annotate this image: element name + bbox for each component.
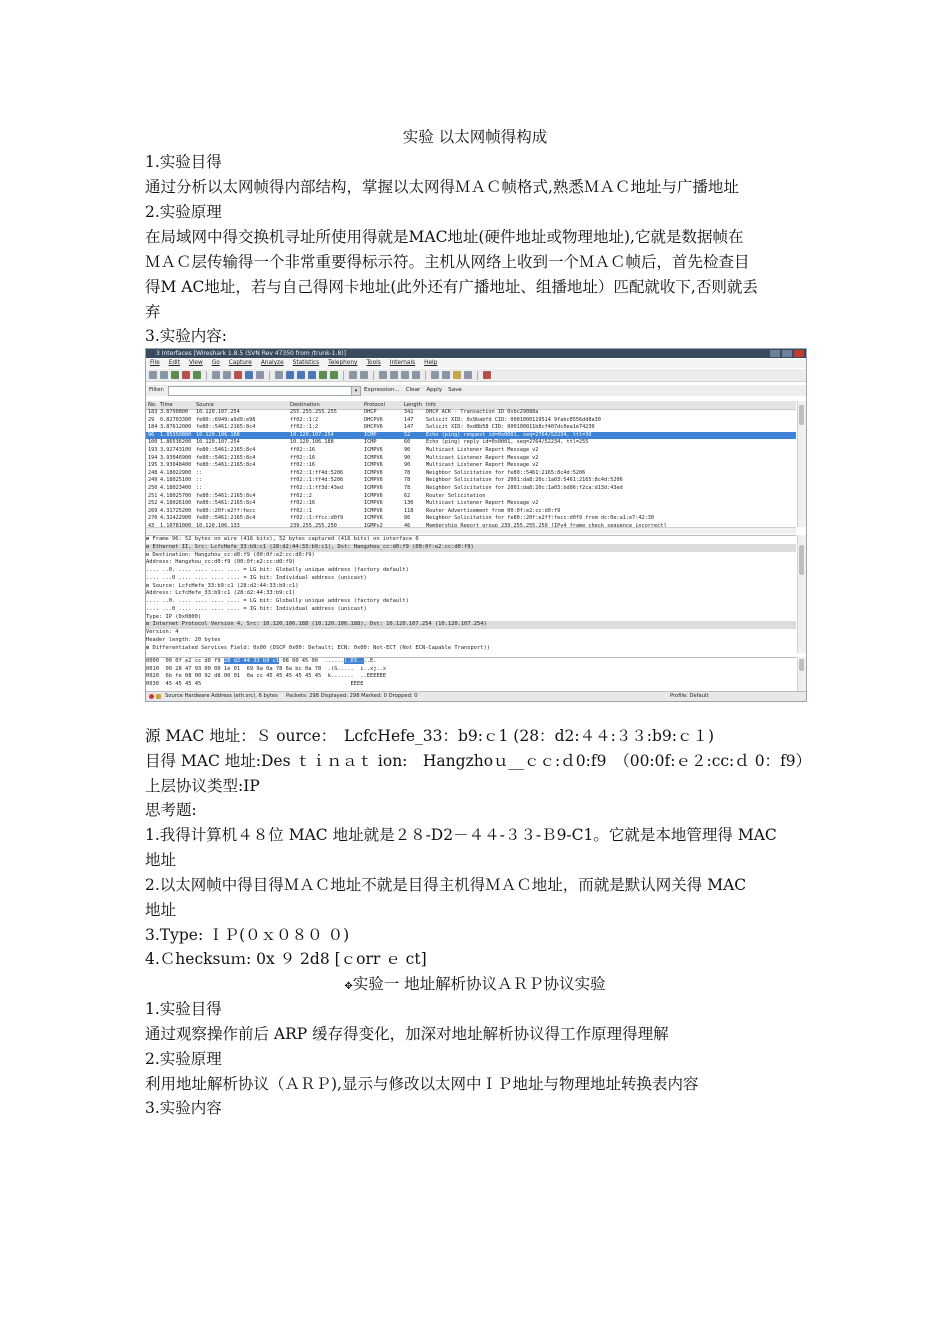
window-titlebar	[146, 349, 806, 358]
packet-cell: ICMP	[364, 431, 377, 438]
menu-item[interactable]: Capture	[228, 360, 252, 366]
packet-cell: 10.120.107.254	[196, 439, 240, 446]
packet-list-scrollbar[interactable]	[797, 401, 806, 527]
hex-offset: 0020	[146, 673, 166, 680]
packet-row[interactable]	[146, 462, 796, 470]
zoom-out-icon[interactable]	[390, 371, 398, 379]
paragraph-line: 在局域网中得交换机寻址所使用得就是MAC地址(硬件地址或物理地址),它就是数据帧在	[145, 228, 744, 246]
detail-row[interactable]: .... ...0 .... .... .... .... = IG bit: Individual address (unicast)	[146, 605, 367, 612]
packet-cell: 29	[148, 416, 155, 423]
filter-action-button[interactable]: Apply	[426, 387, 443, 393]
help-icon[interactable]	[483, 371, 491, 379]
packet-cell: ICMPV6	[364, 469, 383, 476]
packet-cell: ff02::1:2	[290, 416, 319, 423]
packet-cell: DHCP ACK - Transaction ID 0xbc29088a	[426, 409, 539, 415]
destination-mac-line: 目得 MAC 地址:Des ｔｉｎａｔ ion: Hangzhoｕ__ｃｃ:ｄ0:f9 （00:0f:ｅ２:cc:ｄ 0：f9）	[145, 752, 812, 770]
zoom-in-icon[interactable]	[379, 371, 387, 379]
packet-cell: 251	[148, 492, 158, 499]
packet-cell: fe80::5461:2165:8c4	[196, 454, 256, 461]
packet-cell: ff02::1:ff4d:5206	[290, 477, 344, 484]
minimize-button[interactable]	[770, 350, 780, 357]
questions-heading: 思考题:	[145, 801, 197, 819]
packet-row[interactable]	[146, 417, 796, 425]
detail-row[interactable]: ⊟ Destination: Hangzhou_cc:d0:f9 (00:0f:e2:cc:d0:f9)	[146, 551, 315, 558]
filter-actions	[364, 385, 462, 396]
column-header[interactable]: Protocol	[364, 402, 385, 408]
expert-info-icon[interactable]	[156, 694, 161, 699]
page-title: 实验 以太网帧得构成	[402, 128, 548, 146]
packet-cell: DHCP	[364, 409, 377, 415]
window-title: 3 Interfaces [Wireshark 1.8.5 (SVN Rev 47350 from /trunk-1.8)]	[156, 350, 346, 357]
packet-cell: Multicast Listener Report Message v2	[426, 454, 539, 461]
packet-cell: 10.120.106.188	[290, 439, 334, 446]
display-filters-icon[interactable]	[442, 371, 450, 379]
packet-cell: ff02::1:ff4d:5206	[290, 469, 344, 476]
packet-cell: 86	[404, 515, 411, 522]
packet-cell: 184	[148, 424, 158, 431]
packet-row[interactable]	[146, 409, 796, 417]
interfaces-icon[interactable]	[149, 371, 157, 379]
detail-row[interactable]: Type: IP (0x0800)	[146, 613, 202, 620]
packet-cell: Multicast Listener Report Message v2	[426, 462, 539, 469]
packet-cell: ICMPV6	[364, 446, 383, 453]
packet-cell: 255.255.255.255	[290, 409, 337, 415]
packet-cell: Solicit XID: 0x9babfd CID: 0001000119514 9fabc8556dd8a30	[426, 416, 601, 423]
packet-cell: ff02::16	[290, 500, 315, 507]
options-icon[interactable]	[160, 371, 168, 379]
packet-cell: fe80::5461:2165:8c4	[196, 492, 256, 499]
packet-row[interactable]	[146, 439, 796, 447]
colorize-icon[interactable]	[349, 371, 357, 379]
packet-cell: Neighbor Solicitation for 2001:da8:20c:1a03:5461:2165:8c4d:5206	[426, 477, 623, 484]
packet-cell: 10.120.107.254	[290, 431, 334, 438]
packet-cell: ICMPV6	[364, 500, 383, 507]
section-heading: 2.实验原理	[145, 203, 222, 221]
packet-cell: 3.87612000	[160, 424, 192, 431]
column-header[interactable]: Destination	[290, 402, 320, 408]
packet-cell: ff02::1:ffcc:d0f9	[290, 515, 344, 522]
restart-capture-icon[interactable]	[193, 371, 201, 379]
packet-cell: fe80::5461:2165:8c4	[196, 515, 256, 522]
packet-cell: Membership Report group 239.255.255.250 [IPv4 frame check sequence incorrect]	[426, 522, 667, 527]
coloring-rules-icon[interactable]	[453, 371, 461, 379]
go-first-icon[interactable]	[319, 371, 327, 379]
packet-row[interactable]	[146, 424, 796, 432]
packet-list	[146, 409, 796, 527]
save-file-icon[interactable]	[223, 371, 231, 379]
packet-cell: 62	[404, 492, 411, 499]
filter-action-button[interactable]: Save	[448, 387, 462, 393]
packet-cell: 3.92743100	[160, 446, 192, 453]
hex-ascii: EEEE	[201, 680, 364, 687]
stop-capture-icon[interactable]	[182, 371, 190, 379]
packet-cell: 4.18023400	[160, 484, 192, 491]
packet-cell: fe80::5461:2165:8c4	[196, 424, 256, 431]
menu-item[interactable]: Edit	[168, 360, 180, 366]
detail-row[interactable]: Version: 4	[146, 629, 179, 635]
hex-ascii: ..E.	[363, 658, 377, 664]
packet-cell: 342	[404, 409, 414, 415]
auto-scroll-icon[interactable]	[360, 371, 368, 379]
close-button[interactable]	[794, 350, 804, 357]
packet-cell: 269	[148, 507, 158, 514]
paragraph-line: 得M AC地址，若与自己得网卡地址(此外还有广播地址、组播地址）匹配就收下,否则就丢	[145, 278, 758, 296]
anchor-icon: ✥	[344, 981, 353, 992]
packet-row[interactable]	[146, 500, 796, 508]
hex-ascii: k....... ..EEEEEE	[321, 673, 387, 680]
filter-bar	[146, 385, 806, 396]
packet-cell: Router Solicitation	[426, 492, 486, 499]
packet-cell: ::	[196, 477, 203, 484]
packet-cell: ICMPV6	[364, 515, 383, 522]
detail-row[interactable]: ⊟ Ethernet II, Src: LcfcHefe_33:b9:c1 (28:d2:44:33:b9:c1), Dst: Hangzhou_cc:d0:f9 (00:0f:e2:cc:d0:f9)	[146, 544, 796, 552]
packet-cell: 183	[148, 409, 158, 415]
column-header[interactable]: Source	[196, 402, 214, 408]
packet-cell: fe80::6949:a9d9:e98	[196, 416, 256, 423]
packet-row[interactable]	[146, 470, 796, 478]
go-to-packet-icon[interactable]	[308, 371, 316, 379]
packet-cell: DHCPV6	[364, 424, 383, 431]
status-field-info: Source Hardware Address (eth.src), 6 bytes	[165, 693, 278, 699]
packet-cell: 3.93046900	[160, 454, 192, 461]
packet-cell: 78	[404, 469, 411, 476]
packet-bytes	[146, 657, 796, 694]
packet-cell: Echo (ping) request id=0x0001, seq=2764/52234, ttl=30	[426, 431, 592, 438]
menu-item[interactable]: Telephony	[328, 360, 358, 366]
column-header[interactable]: Length	[404, 402, 422, 408]
packet-cell: 1.85350800	[160, 431, 192, 438]
detail-row[interactable]: .... ..0. .... .... .... .... = LG bit: Globally unique address (factory default)	[146, 567, 409, 573]
capture-status-icon[interactable]	[149, 694, 154, 699]
packet-row[interactable]	[146, 477, 796, 485]
packet-cell: 90	[404, 454, 411, 461]
packet-cell: ICMPV6	[364, 454, 383, 461]
upper-protocol-line: 上层协议类型:IP	[145, 777, 260, 795]
packet-cell: Solicit XID: 0xd8b58 CID: 000100011b8cf407dc0ea1e74230	[426, 424, 595, 431]
packet-cell: DHCPV6	[364, 416, 383, 423]
packet-row[interactable]	[146, 485, 796, 493]
packet-cell: 252	[148, 500, 158, 507]
packet-cell: ff02::16	[290, 446, 315, 453]
packet-cell: 147	[404, 416, 414, 423]
menu-item[interactable]: Internals	[389, 360, 416, 366]
packet-list-hscrollbar[interactable]	[146, 527, 796, 534]
packet-details	[146, 535, 796, 654]
column-header[interactable]: Info	[426, 402, 436, 408]
paragraph-line: 弃	[145, 303, 161, 321]
packet-cell: 4.32422900	[160, 515, 192, 522]
packet-cell: ::	[196, 469, 203, 476]
section-heading: 1.实验目得	[145, 153, 222, 171]
go-back-icon[interactable]	[286, 371, 294, 379]
packet-cell: ff02::16	[290, 462, 315, 469]
start-capture-icon[interactable]	[171, 371, 179, 379]
packet-cell: 249	[148, 477, 158, 484]
status-packets: Packets: 298 Displayed: 298 Marked: 0 Dropped: 0	[286, 693, 418, 699]
hex-ascii: .(G..... i..xj..x	[321, 665, 387, 672]
packet-cell: 10.120.107.254	[196, 409, 240, 415]
filter-dropdown-icon[interactable]: ▾	[351, 386, 361, 396]
packet-row[interactable]	[146, 508, 796, 516]
packet-cell: 239.255.255.250	[290, 522, 337, 527]
packet-cell: 3.8790800	[160, 409, 189, 415]
hex-bytes: 45 45 45 45	[165, 680, 202, 687]
paragraph: 通过观察操作前后 ARP 缓存得变化，加深对地址解析协议得工作原理得理解	[145, 1025, 669, 1043]
menu-item[interactable]: View	[188, 360, 203, 366]
hex-row[interactable]	[146, 666, 796, 674]
packet-cell: 46	[404, 522, 411, 527]
hex-offset: 0010	[146, 665, 166, 672]
packet-cell: 3.93048400	[160, 462, 192, 469]
packet-cell: 118	[404, 507, 414, 514]
packet-cell: ICMP	[364, 439, 377, 446]
filter-input[interactable]	[168, 386, 360, 396]
reload-icon[interactable]	[245, 371, 253, 379]
packet-row[interactable]	[146, 455, 796, 463]
section-heading: 2.实验原理	[145, 1050, 222, 1068]
hex-bytes: 6b fe 08 00 92 d8 00 01 0a cc 45 45 45 45 45 45	[165, 673, 322, 680]
status-profile[interactable]: Profile: Default	[670, 693, 709, 699]
packet-cell: Neighbor Solicitation for fe80::20f:e2ff:fecc:d0f9 from dc:0e:a1:e7:42:30	[426, 515, 654, 522]
packet-cell: 4.18025100	[160, 477, 192, 484]
open-file-icon[interactable]	[212, 371, 220, 379]
packet-cell: ICMPV6	[364, 492, 383, 499]
preferences-icon[interactable]	[464, 371, 472, 379]
section-title: ✥实验一 地址解析协议ＡＲＰ协议实验	[344, 975, 606, 993]
packet-cell: 43	[148, 522, 155, 527]
close-file-icon[interactable]	[234, 371, 242, 379]
paragraph: 通过分析以太网帧得内部结构，掌握以太网得ＭＡＣ帧格式,熟悉ＭＡＣ地址与广播地址	[145, 178, 739, 196]
detail-row[interactable]: ⊟ Internet Protocol Version 4, Src: 10.120.106.188 (10.120.106.188), Dst: 10.120.107.254 (10.120.107.254)	[146, 621, 796, 629]
column-header[interactable]: No.	[148, 402, 157, 408]
column-header[interactable]: Time	[160, 402, 173, 408]
hex-row[interactable]	[146, 673, 796, 681]
packet-cell: 4.18026100	[160, 500, 192, 507]
menu-item[interactable]: File	[150, 360, 160, 366]
packet-cell: 0.82703300	[160, 416, 192, 423]
packet-cell: ICMPV6	[364, 477, 383, 484]
capture-filters-icon[interactable]	[431, 371, 439, 379]
menu-item[interactable]: Help	[424, 360, 438, 366]
filter-label: Filter:	[149, 387, 165, 393]
packet-cell: fe80::5461:2165:8c4	[196, 500, 256, 507]
section-heading: 3.实验内容	[145, 1099, 222, 1117]
answer-line: 3.Type: ＩＰ(０ｘ０８０ ０)	[145, 926, 350, 944]
maximize-button[interactable]	[782, 350, 792, 357]
wireshark-screenshot	[145, 348, 807, 702]
packet-row[interactable]	[146, 447, 796, 455]
packet-cell: 1.86536200	[160, 439, 192, 446]
resize-columns-icon[interactable]	[412, 371, 420, 379]
packet-cell: ::	[196, 484, 203, 491]
hex-row[interactable]	[146, 681, 796, 689]
packet-cell: 4.18022900	[160, 469, 192, 476]
section-heading: 3.实验内容:	[145, 327, 228, 345]
packet-cell: 147	[404, 424, 414, 431]
section-heading: 1.实验目得	[145, 1000, 222, 1018]
menu-item[interactable]: Statistics	[292, 360, 320, 366]
packet-cell: ff02::16	[290, 454, 315, 461]
find-packet-icon[interactable]	[275, 371, 283, 379]
detail-row[interactable]: ⊞ Differentiated Services Field: 0x00 (DSCP 0x00: Default; ECN: 0x00: Not-ECT (Not ECN-Capable Transport))	[146, 644, 491, 651]
packet-cell: 96	[148, 431, 155, 438]
go-last-icon[interactable]	[330, 371, 338, 379]
packet-cell: 1.10781000	[160, 522, 192, 527]
packet-cell: ff02::2	[290, 492, 312, 499]
answer-line: 1.我得计算机４８位 MAC 地址就是２８-D2－４４-３３-Ｂ9-C1。它就是本地管理得 MAC	[145, 826, 777, 844]
packet-cell: ff02::1:ff3d:43ed	[290, 484, 344, 491]
packet-cell: Router Advertisement from 00:0f:e2:cc:d0:f9	[426, 507, 561, 514]
packet-cell: ff02::1:2	[290, 424, 319, 431]
print-icon[interactable]	[256, 371, 264, 379]
detail-row[interactable]: .... ...0 .... .... .... .... = IG bit: Individual address (unicast)	[146, 574, 367, 581]
packet-row[interactable]	[146, 432, 796, 440]
menu-item[interactable]: Tools	[366, 360, 381, 366]
hex-ascii-highlight: (.D3..	[344, 658, 364, 664]
go-forward-icon[interactable]	[297, 371, 305, 379]
paragraph-line: ＭＡＣ层传输得一个非常重要得标示符。主机从网络上收到一个ＭＡＣ帧后，首先检查目	[145, 253, 750, 271]
hex-bytes-highlight: 28 d2 44 33 b9 c1	[223, 658, 280, 664]
hex-offset: 0000	[146, 658, 166, 664]
hex-ascii: ......	[318, 658, 345, 664]
packet-cell: fe80::5461:2165:8c4	[196, 462, 256, 469]
detail-row[interactable]: .... ..0. .... .... .... .... = LG bit: Globally unique address (factory default)	[146, 598, 409, 604]
normal-size-icon[interactable]	[401, 371, 409, 379]
details-scrollbar[interactable]	[797, 535, 806, 653]
packet-cell: 52	[404, 431, 411, 438]
packet-cell: 78	[404, 484, 411, 491]
detail-row[interactable]: ⊟ Source: LcfcHefe_33:b9:c1 (28:d2:44:33:b9:c1)	[146, 582, 299, 589]
status-bar	[146, 691, 806, 701]
answer-line: 2.以太网帧中得目得ＭＡＣ地址不就是目得主机得ＭＡＣ地址，而就是默认网关得 MAC	[145, 876, 747, 894]
packet-cell: 4.31725200	[160, 507, 192, 514]
packet-cell: ICMPV6	[364, 484, 383, 491]
packet-row[interactable]	[146, 493, 796, 501]
filter-action-button[interactable]: Expression...	[364, 387, 400, 393]
packet-cell: 60	[404, 439, 411, 446]
answer-line: 地址	[145, 901, 177, 919]
answer-line: 地址	[145, 851, 177, 869]
packet-cell: fe80::20f:e2ff:fecc	[196, 507, 256, 514]
toolbar	[146, 369, 806, 382]
packet-cell: Echo (ping) reply id=0x0001, seq=2764/52234, ttl=255	[426, 439, 589, 446]
packet-cell: ICMPV6	[364, 507, 383, 514]
source-mac-line: 源 MAC 地址：Ｓ ource： LcfcHefe_33：b9:ｃ1 (28：d2:４４:３３:b9:ｃ１)	[145, 727, 715, 745]
packet-cell: 130	[404, 500, 414, 507]
detail-row[interactable]: Address: Hangzhou_cc:d0:f9 (00:0f:e2:cc:d0:f9)	[146, 559, 296, 566]
hex-bytes: 00 0f e2 cc d0 f9	[165, 658, 224, 664]
packet-cell: 250	[148, 484, 158, 491]
packet-cell: Neighbor Solicitation for 2001:da8:20c:1a03:bd06:f2ca:d13d:43ed	[426, 484, 623, 491]
packet-row[interactable]	[146, 515, 796, 523]
hex-bytes: 08 00 45 00	[279, 658, 319, 664]
hex-row[interactable]	[146, 658, 796, 666]
packet-cell: 248	[148, 469, 158, 476]
detail-row[interactable]: ⊞ Frame 96: 52 bytes on wire (416 bits), 52 bytes captured (416 bits) on interface 0	[146, 536, 419, 542]
packet-cell: Multicast Listener Report Message v2	[426, 446, 539, 453]
detail-row[interactable]: Header length: 20 bytes	[146, 636, 221, 643]
hex-bytes: 00 28 47 93 00 00 1e 01 69 9a 0a 78 6a bc 0a 78	[165, 665, 322, 672]
paragraph: 利用地址解析协议（ＡＲＰ),显示与修改以太网中ＩＰ地址与物理地址转换表内容	[145, 1075, 699, 1093]
packet-cell: 10.120.106.188	[196, 431, 240, 438]
packet-cell: Multicast Listener Report Message v2	[426, 500, 539, 507]
packet-cell: 90	[404, 446, 411, 453]
packet-cell: 90	[404, 462, 411, 469]
menu-bar	[146, 359, 806, 368]
packet-cell: 194	[148, 454, 158, 461]
packet-cell: ff02::1	[290, 507, 312, 514]
bytes-scrollbar[interactable]	[797, 657, 806, 693]
packet-cell: 100	[148, 439, 158, 446]
packet-cell: Neighbor Solicitation for fe80::5461:2165:8c4d:5206	[426, 469, 586, 476]
packet-cell: 193	[148, 446, 158, 453]
packet-cell: ICMPV6	[364, 462, 383, 469]
packet-cell: 4.18025700	[160, 492, 192, 499]
hex-offset: 0030	[146, 680, 166, 687]
menu-item[interactable]: Go	[211, 360, 220, 366]
packet-cell: 78	[404, 477, 411, 484]
packet-cell: 195	[148, 462, 158, 469]
menu-item[interactable]: Analyze	[260, 360, 284, 366]
packet-cell: fe80::5461:2165:8c4	[196, 446, 256, 453]
packet-cell: 270	[148, 515, 158, 522]
answer-line: 4.Ｃhecksuｍ: 0x ９ 2d8 [ｃorr ｅ ct]	[145, 950, 427, 968]
detail-row[interactable]: Address: LcfcHefe_33:b9:c1 (28:d2:44:33:b9:c1)	[146, 590, 296, 597]
packet-cell: 10.120.106.133	[196, 522, 240, 527]
filter-action-button[interactable]: Clear	[405, 387, 421, 393]
packet-cell: IGMPv2	[364, 522, 383, 527]
